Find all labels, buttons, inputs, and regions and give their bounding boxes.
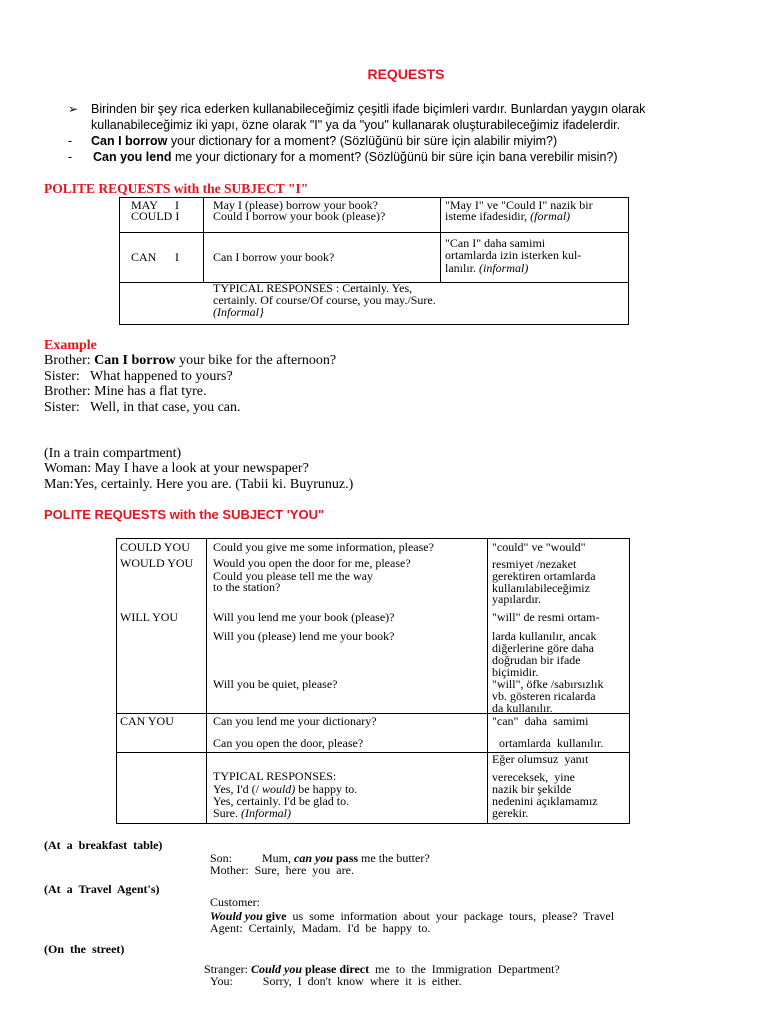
- table1-note: "Can I" daha samimi: [445, 236, 546, 250]
- table2-note: gerektiren ortamlarda: [492, 569, 596, 583]
- table2-modal-will: WILL YOU: [120, 610, 179, 624]
- column-divider: [440, 198, 441, 282]
- example-line: Sister: What happened to yours?: [44, 369, 233, 384]
- table1-example: Can I borrow your book?: [213, 250, 335, 264]
- table1-note-text: isteme ifadesidir,: [445, 209, 528, 223]
- dialogue-rest: me to the Immigration Department?: [369, 962, 560, 976]
- example-line: Man:Yes, certainly. Here you are. (Tabii ki. Buyrunuz.): [44, 477, 354, 492]
- example-phrase: Can I borrow: [94, 353, 176, 368]
- table2-note: vb. gösteren ricalarda: [492, 689, 596, 703]
- table1-responses: TYPICAL RESPONSES : Certainly. Yes,: [213, 281, 413, 295]
- table2-note: kullanılabileceğimiz: [492, 581, 590, 595]
- table1-responses: certainly. Of course/Of course, you may./Sure.: [213, 293, 436, 307]
- table1-subject-i: I: [175, 250, 179, 264]
- dialogue-verb: give: [262, 909, 287, 923]
- table2-note: vereceksek, yine: [492, 770, 575, 784]
- table2-responses: Yes, certainly. I'd be glad to.: [213, 794, 350, 808]
- intro-line-borrow: [91, 133, 557, 149]
- intro-lend-phrase: Can you lend: [93, 150, 172, 164]
- table2-note: diğerlerine göre daha: [492, 641, 594, 655]
- row-divider: [120, 232, 628, 233]
- dialogue-phrase: can you: [294, 851, 334, 865]
- column-divider: [206, 539, 207, 823]
- table2-note: Eğer olumsuz yanıt: [492, 752, 589, 766]
- example-rest: your bike for the afternoon?: [175, 353, 337, 368]
- bullet-arrow-icon: ➢: [68, 102, 79, 116]
- table2-note: nedenini açıklamamız: [492, 794, 598, 808]
- dialogue-phrase: Could you: [251, 962, 303, 976]
- table1-note: [445, 263, 528, 275]
- subject-i-table: [119, 197, 629, 325]
- example-line: Sister: Well, in that case, you can.: [44, 400, 241, 415]
- intro-lend-rest: me your dictionary for a moment? (Sözlüğünü bir süre için bana verebilir misin?): [171, 150, 618, 164]
- table2-responses: [213, 808, 291, 820]
- table2-example: Will you lend me your book (please)?: [213, 610, 395, 624]
- column-divider: [203, 198, 204, 282]
- dialogue-line: Customer:: [210, 895, 260, 909]
- table1-note-text: lanılır.: [445, 261, 476, 275]
- table2-example: to the station?: [213, 580, 281, 594]
- speaker: Son: Mum,: [210, 851, 295, 865]
- response-text: be happy to.: [295, 782, 358, 796]
- dialogue-verb: pass: [333, 851, 359, 865]
- intro-dash: -: [68, 150, 73, 164]
- intro-borrow-rest: your dictionary for a moment? (Sözlüğünü bir süre için alabilir miyim?): [167, 134, 558, 148]
- column-divider: [487, 539, 488, 823]
- table1-example: Could I borrow your book (please)?: [213, 209, 386, 223]
- table2-example: Will you be quiet, please?: [213, 677, 338, 691]
- example-line: Woman: May I have a look at your newspaper?: [44, 461, 309, 476]
- section1-heading: POLITE REQUESTS with the SUBJECT "I": [44, 181, 309, 196]
- intro-line-lend: [93, 149, 618, 165]
- table1-note-informal: (informal): [479, 261, 529, 275]
- table2-note: gerekir.: [492, 806, 529, 820]
- response-informal: (Informal): [241, 806, 291, 820]
- table2-note: "can" daha samimi: [492, 714, 589, 728]
- example-line: Brother: Mine has a flat tyre.: [44, 384, 207, 399]
- travel-heading: (At a Travel Agent's): [44, 882, 160, 896]
- street-heading: (On the street): [44, 942, 125, 956]
- table1-note: ortamlarda izin isterken kul-: [445, 248, 582, 262]
- table2-modal-can: CAN YOU: [120, 714, 174, 728]
- table1-modal-may: MAY: [131, 198, 158, 212]
- table2-note: nazik bir şekilde: [492, 782, 572, 796]
- breakfast-heading: (At a breakfast table): [44, 838, 163, 852]
- page-title: REQUESTS: [367, 66, 445, 82]
- subject-you-table: [116, 538, 630, 824]
- table2-note: da kullanılır.: [492, 701, 553, 715]
- dialogue-phrase: Would you: [210, 909, 263, 923]
- section2-heading: POLITE REQUESTS with the SUBJECT 'YOU": [44, 507, 325, 522]
- table2-example: Could you give me some information, please?: [213, 540, 434, 554]
- table2-modal-would: WOULD YOU: [120, 556, 194, 570]
- example-heading: Example: [44, 338, 97, 353]
- dialogue-rest: us some information about your package tours, please? Travel: [286, 909, 615, 923]
- speaker: Brother:: [44, 353, 95, 368]
- table2-note: biçimidir.: [492, 665, 539, 679]
- table2-note: ortamlarda kullanılır.: [499, 736, 604, 750]
- table2-note: resmiyet /nezaket: [492, 557, 577, 571]
- table2-example: Could you please tell me the way: [213, 569, 373, 583]
- dialogue-rest: me the butter?: [358, 851, 430, 865]
- intro-bullet-text: Birinden bir şey rica ederken kullanabileceğimiz çeşitli ifade biçimleri vardır. Bunlardan yaygın olarak: [91, 102, 646, 116]
- response-text: Sure.: [213, 806, 238, 820]
- speaker: Stranger:: [204, 962, 251, 976]
- table1-modal-can: CAN: [131, 250, 157, 264]
- table1-example: May I (please) borrow your book?: [213, 198, 378, 212]
- response-text: Yes, I'd (/: [213, 782, 259, 796]
- table1-note: [445, 211, 570, 223]
- table2-responses: TYPICAL RESPONSES:: [213, 769, 337, 783]
- intro-dash: -: [68, 134, 73, 148]
- table2-note: doğrudan bir ifade: [492, 653, 581, 667]
- table2-example: Can you lend me your dictionary?: [213, 714, 377, 728]
- example-line: (In a train compartment): [44, 446, 182, 461]
- dialogue-verb: please direct: [302, 962, 370, 976]
- table2-note: "will", öfke /sabırsızlık: [492, 677, 604, 691]
- intro-borrow-phrase: Can I borrow: [91, 134, 168, 148]
- table1-modal-could: COULD I: [131, 209, 180, 223]
- table2-note: "will" de resmi ortam-: [492, 610, 600, 624]
- dialogue-line: Mother: Sure, here you are.: [210, 863, 354, 877]
- intro-bullet-continuation: kullanabileceğimiz iki yapı, özne olarak "I" ya da "you" kullanarak oluşturabileceğimiz ifadelerdir.: [91, 118, 621, 132]
- table2-modal-could: COULD YOU: [120, 540, 190, 554]
- table2-example: Will you (please) lend me your book?: [213, 629, 395, 643]
- table1-note: "May I" ve "Could I" nazik bir: [445, 198, 593, 212]
- dialogue-line: Agent: Certainly, Madam. I'd be happy to.: [210, 921, 431, 935]
- table1-responses-informal: (Informal}: [213, 305, 264, 319]
- dialogue-line: You: Sorry, I don't know where it is either.: [210, 974, 462, 988]
- table2-example: Can you open the door, please?: [213, 736, 364, 750]
- table2-note: larda kullanılır, ancak: [492, 629, 597, 643]
- table1-note-formal: (formal): [530, 209, 571, 223]
- table2-note: yapılardır.: [492, 592, 541, 606]
- response-italic: would): [261, 782, 296, 796]
- table2-example: Would you open the door for me, please?: [213, 556, 411, 570]
- table1-subject-i: I: [175, 198, 179, 212]
- example-line: [44, 353, 336, 369]
- table2-note: "could" ve "would": [492, 540, 586, 554]
